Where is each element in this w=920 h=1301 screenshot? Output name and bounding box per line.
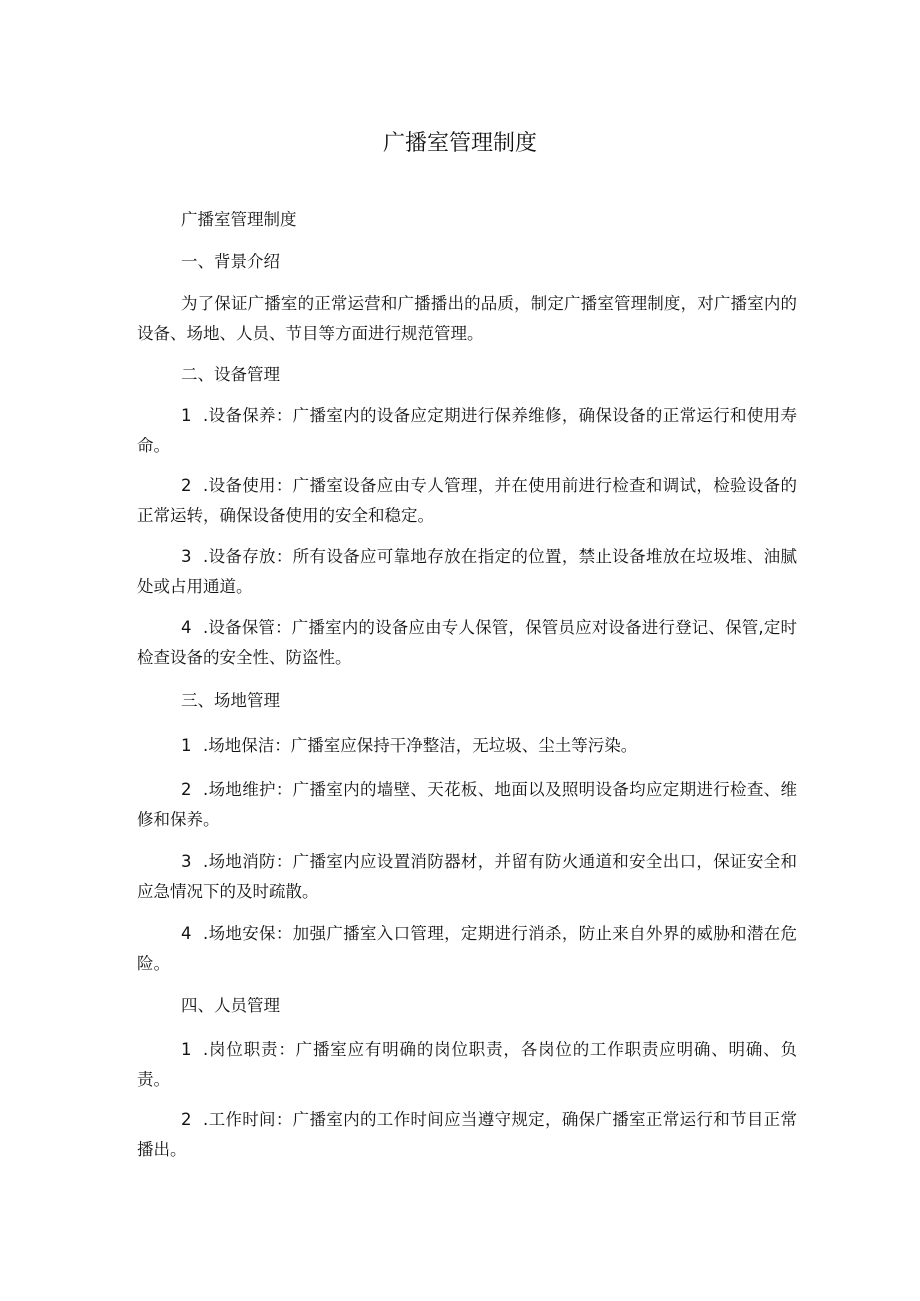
item-text: .设备保养：广播室内的设备应定期进行保养维修，确保设备的正常运行和使用寿命。 (137, 406, 797, 455)
equipment-item (137, 401, 797, 461)
item-text: .设备存放：所有设备应可靠地存放在指定的位置，禁止设备堆放在垃圾堆、油腻处或占用通道。 (137, 547, 797, 596)
venue-item (137, 919, 797, 979)
item-number: 1 (181, 736, 192, 755)
item-number: 2 (181, 1110, 192, 1129)
document-title: 广播室管理制度 (382, 131, 537, 156)
section-heading-venue: 三、场地管理 (181, 691, 280, 710)
item-text: .场地维护：广播室内的墙壁、天花板、地面以及照明设备均应定期进行检查、维修和保养。 (137, 780, 797, 829)
item-number: 4 (181, 618, 192, 637)
item-text: .场地保洁：广播室应保持干净整洁，无垃圾、尘土等污染。 (203, 736, 638, 755)
item-text: .工作时间：广播室内的工作时间应当遵守规定，确保广播室正常运行和节目正常播出。 (137, 1110, 797, 1159)
section-heading-personnel: 四、人员管理 (181, 996, 280, 1015)
venue-item (137, 847, 797, 907)
equipment-item (137, 542, 797, 602)
item-number: 2 (181, 476, 192, 495)
equipment-item (137, 613, 797, 673)
background-paragraph: 为了保证广播室的正常运营和广播播出的品质，制定广播室管理制度，对广播室内的设备、场地、人员、节目等方面进行规范管理。 (137, 294, 797, 343)
item-text: .岗位职责：广播室应有明确的岗位职责，各岗位的工作职责应明确、明确、负责。 (137, 1040, 797, 1089)
item-text: .设备保管：广播室内的设备应由专人保管，保管员应对设备进行登记、保管,定时检查设备的安全性、防盗性。 (137, 618, 797, 667)
personnel-item (137, 1105, 797, 1165)
item-number: 1 (181, 1040, 192, 1059)
venue-item (137, 731, 797, 761)
section-heading-equipment: 二、设备管理 (181, 365, 280, 384)
item-number: 3 (181, 852, 192, 871)
personnel-item (137, 1035, 797, 1095)
item-number: 1 (181, 406, 192, 425)
item-text: .设备使用：广播室设备应由专人管理，并在使用前进行检查和调试，检验设备的正常运转，确保设备使用的安全和稳定。 (137, 476, 797, 525)
item-number: 3 (181, 547, 192, 566)
item-text: .场地安保：加强广播室入口管理，定期进行消杀，防止来自外界的威胁和潜在危险。 (137, 924, 797, 973)
section-heading-background: 一、背景介绍 (181, 252, 280, 271)
item-number: 4 (181, 924, 192, 943)
equipment-item (137, 471, 797, 531)
venue-item (137, 775, 797, 835)
item-text: .场地消防：广播室内应设置消防器材，并留有防火通道和安全出口，保证安全和应急情况下的及时疏散。 (137, 852, 797, 901)
item-number: 2 (181, 780, 192, 799)
document-subtitle: 广播室管理制度 (181, 210, 297, 229)
